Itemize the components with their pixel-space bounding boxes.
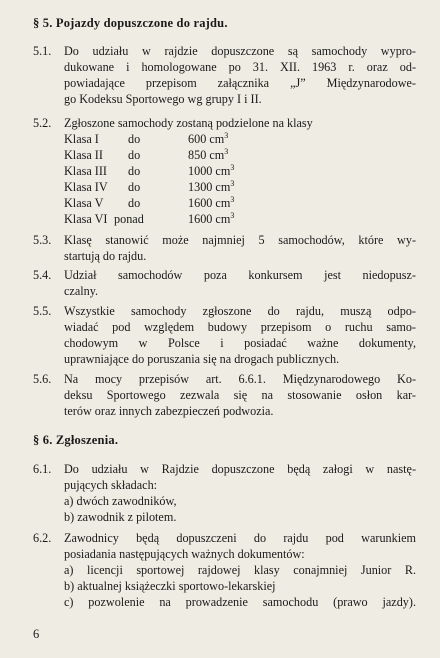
paragraph-line: Zgłoszone samochody zostaną podzielone na klasy bbox=[64, 116, 313, 130]
class-name: Klasa III bbox=[64, 164, 107, 179]
section-6-title: § 6. Zgłoszenia. bbox=[33, 433, 119, 447]
paragraph-line: startują do rajdu. bbox=[64, 249, 147, 264]
unit-exponent: 3 bbox=[224, 130, 229, 140]
paragraph-line: Zawodnicy będą dopuszczeni do rajdu pod warunkiem bbox=[64, 531, 416, 545]
paragraph-number: 6.1. bbox=[33, 462, 52, 476]
class-limit: do bbox=[128, 164, 141, 179]
paragraph-line: posiadania następujących ważnych dokumentów: bbox=[64, 547, 305, 562]
paragraph-line: Wszystkie samochody zgłoszone do rajdu, muszą odpo- bbox=[64, 304, 416, 318]
class-limit: ponad bbox=[114, 212, 144, 227]
class-value: 1300 cm bbox=[188, 180, 231, 195]
paragraph-line: b) zawodnik z pilotem. bbox=[64, 510, 177, 525]
paragraph-line: dukowane i homologowane po 31. XII. 1963 r. oraz od- bbox=[64, 60, 416, 75]
class-name: Klasa I bbox=[64, 132, 99, 146]
paragraph-line: uprawniające do poruszania się na drogach publicznych. bbox=[64, 352, 340, 367]
paragraph-5-6 bbox=[33, 371, 416, 419]
paragraph-5-5 bbox=[33, 303, 416, 367]
paragraph-line: pujących składach: bbox=[64, 478, 158, 493]
class-limit: do bbox=[128, 132, 141, 146]
paragraph-line: Do udziału w rajdzie dopuszczone są samochody wypro- bbox=[64, 44, 416, 58]
section-5-title: § 5. Pojazdy dopuszczone do rajdu. bbox=[33, 16, 228, 30]
paragraph-number: 5.1. bbox=[33, 44, 52, 58]
paragraph-line: powiadające przepisom załącznika „J” Międzynarodowe- bbox=[64, 76, 416, 91]
unit-exponent: 3 bbox=[230, 211, 235, 221]
paragraph-6-2 bbox=[33, 530, 416, 610]
paragraph-number: 5.4. bbox=[33, 268, 52, 282]
paragraph-line: deksu Sportowego zezwala się na stosowanie osłon kar- bbox=[64, 388, 416, 403]
paragraph-line: Na mocy przepisów art. 6.6.1. Międzynarodowego Ko- bbox=[64, 372, 416, 386]
paragraph-number: 5.2. bbox=[33, 116, 52, 130]
paragraph-5-4 bbox=[33, 267, 416, 299]
paragraph-number: 6.2. bbox=[33, 531, 52, 545]
class-name: Klasa VI bbox=[64, 212, 108, 227]
unit-exponent: 3 bbox=[224, 147, 229, 157]
paragraph-5-2 bbox=[33, 115, 416, 131]
page-number: 6 bbox=[33, 627, 40, 641]
paragraph-line: a) licencji sportowej rajdowej klasy conajmniej Junior R. bbox=[64, 563, 416, 578]
unit-exponent: 3 bbox=[230, 195, 235, 205]
paragraph-line: czalny. bbox=[64, 284, 99, 299]
paragraph-line: chodowym w Polsce i posiadać ważne dokumenty, bbox=[64, 336, 416, 351]
class-limit: do bbox=[128, 148, 141, 163]
paragraph-5-1 bbox=[33, 43, 416, 107]
class-limit: do bbox=[128, 196, 141, 211]
paragraph-line: b) aktualnej książeczki sportowo-lekarskiej bbox=[64, 579, 276, 594]
paragraph-line: terów oraz innych zabezpieczeń podwozia. bbox=[64, 404, 274, 419]
paragraph-5-3 bbox=[33, 232, 416, 264]
class-value: 1600 cm bbox=[188, 196, 231, 211]
paragraph-number: 5.5. bbox=[33, 304, 52, 318]
class-name: Klasa II bbox=[64, 148, 103, 163]
paragraph-number: 5.3. bbox=[33, 233, 52, 247]
paragraph-line: wiadać pod względem budowy przepisom o ruchu samo- bbox=[64, 320, 416, 335]
class-limit: do bbox=[128, 180, 141, 195]
paragraph-line: Klasę stanowić może najmniej 5 samochodów, które wy- bbox=[64, 233, 416, 247]
paragraph-line: go Kodeksu Sportowego wg grupy I i II. bbox=[64, 92, 262, 107]
paragraph-line: Do udziału w Rajdzie dopuszczone będą załogi w nastę- bbox=[64, 462, 416, 476]
class-value: 850 cm bbox=[188, 148, 225, 163]
unit-exponent: 3 bbox=[230, 179, 235, 189]
unit-exponent: 3 bbox=[230, 163, 235, 173]
class-value: 600 cm bbox=[188, 132, 225, 146]
paragraph-line: a) dwóch zawodników, bbox=[64, 494, 177, 509]
class-value: 1600 cm bbox=[188, 212, 231, 227]
paragraph-6-1 bbox=[33, 461, 416, 525]
paragraph-line: Udział samochodów poza konkursem jest niedopusz- bbox=[64, 268, 416, 282]
paragraph-line: c) pozwolenie na prowadzenie samochodu (prawo jazdy). bbox=[64, 595, 416, 610]
paragraph-number: 5.6. bbox=[33, 372, 52, 386]
class-value: 1000 cm bbox=[188, 164, 231, 179]
class-name: Klasa IV bbox=[64, 180, 108, 195]
class-name: Klasa V bbox=[64, 196, 104, 211]
